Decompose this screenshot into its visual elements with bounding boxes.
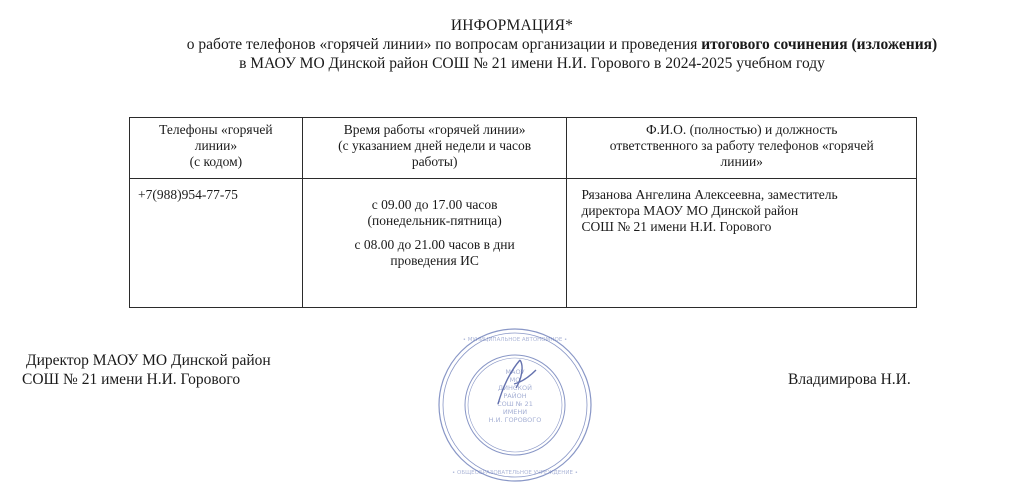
hours-line: с 09.00 до 17.00 часов — [371, 197, 498, 212]
svg-text:РАЙОН: РАЙОН — [503, 392, 527, 400]
header-line-1-bold: итогового сочинения (изложения) — [701, 36, 938, 53]
header-hours-line: (с указанием дней недели и часов — [338, 138, 532, 153]
table-row — [130, 179, 917, 308]
svg-text:• МУНИЦИПАЛЬНОЕ АВТОНОМНОЕ •: • МУНИЦИПАЛЬНОЕ АВТОНОМНОЕ • — [462, 337, 568, 343]
header-line-2: в МАОУ МО Динской район СОШ № 21 имени Н.И. Горового в 2024-2025 учебном году — [239, 55, 825, 72]
header-hours — [302, 118, 567, 179]
header-line-1 — [0, 35, 1024, 54]
cell-hours — [302, 179, 567, 308]
signature-position-line-1: Директор МАОУ МО Динской район — [26, 352, 271, 369]
responsible-line: Рязанова Ангелина Алексеевна, заместитель — [581, 187, 838, 202]
header-responsible-line: ответственного за работу телефонов «горячей — [609, 138, 874, 153]
school-stamp — [436, 326, 594, 484]
responsible-line: СОШ № 21 имени Н.И. Горового — [581, 219, 772, 234]
svg-text:МАОУ: МАОУ — [505, 368, 525, 376]
stamp-seal-icon — [436, 326, 594, 484]
svg-text:• ОБЩЕОБРАЗОВАТЕЛЬНОЕ УЧРЕЖДЕН: • ОБЩЕОБРАЗОВАТЕЛЬНОЕ УЧРЕЖДЕНИЕ • — [452, 470, 578, 476]
header-hours-line: работы) — [411, 154, 458, 169]
header-line-1-text: о работе телефонов «горячей линии» по вопросам организации и проведения — [186, 36, 702, 53]
svg-text:ДИНСКОЙ: ДИНСКОЙ — [498, 384, 532, 392]
cell-phone: +7(988)954-77-75 — [130, 179, 303, 308]
svg-text:ИМЕНИ: ИМЕНИ — [502, 408, 528, 416]
header-hours-line: Время работы «горячей линии» — [343, 122, 526, 137]
header-phones-line: линии» — [194, 138, 238, 153]
signature-position-line-2: СОШ № 21 имени Н.И. Горового — [22, 371, 241, 388]
document-title: ИНФОРМАЦИЯ* — [450, 17, 574, 34]
header-phones-line: Телефоны «горячей — [159, 122, 273, 137]
svg-text:Н.И. ГОРОВОГО: Н.И. ГОРОВОГО — [488, 416, 542, 424]
hours-line: с 08.00 до 21.00 часов в дни — [354, 237, 515, 252]
responsible-line: директора МАОУ МО Динской район — [581, 203, 799, 218]
svg-text:СОШ № 21: СОШ № 21 — [497, 400, 533, 408]
svg-text:МО: МО — [509, 376, 521, 384]
header-responsible-line: Ф.И.О. (полностью) и должность — [645, 122, 838, 137]
table-header-row — [130, 118, 917, 179]
cell-responsible — [567, 179, 917, 308]
document-header — [0, 16, 1024, 73]
header-responsible-line: линии» — [720, 154, 763, 169]
hotline-table — [129, 117, 917, 308]
signature-position — [22, 351, 271, 389]
signature-name: Владимирова Н.И. — [788, 371, 911, 388]
header-phones-line: (с кодом) — [189, 154, 243, 169]
header-phones — [130, 118, 303, 179]
header-responsible — [567, 118, 917, 179]
hours-line: проведения ИС — [390, 253, 479, 268]
hours-line: (понедельник-пятница) — [367, 213, 502, 228]
